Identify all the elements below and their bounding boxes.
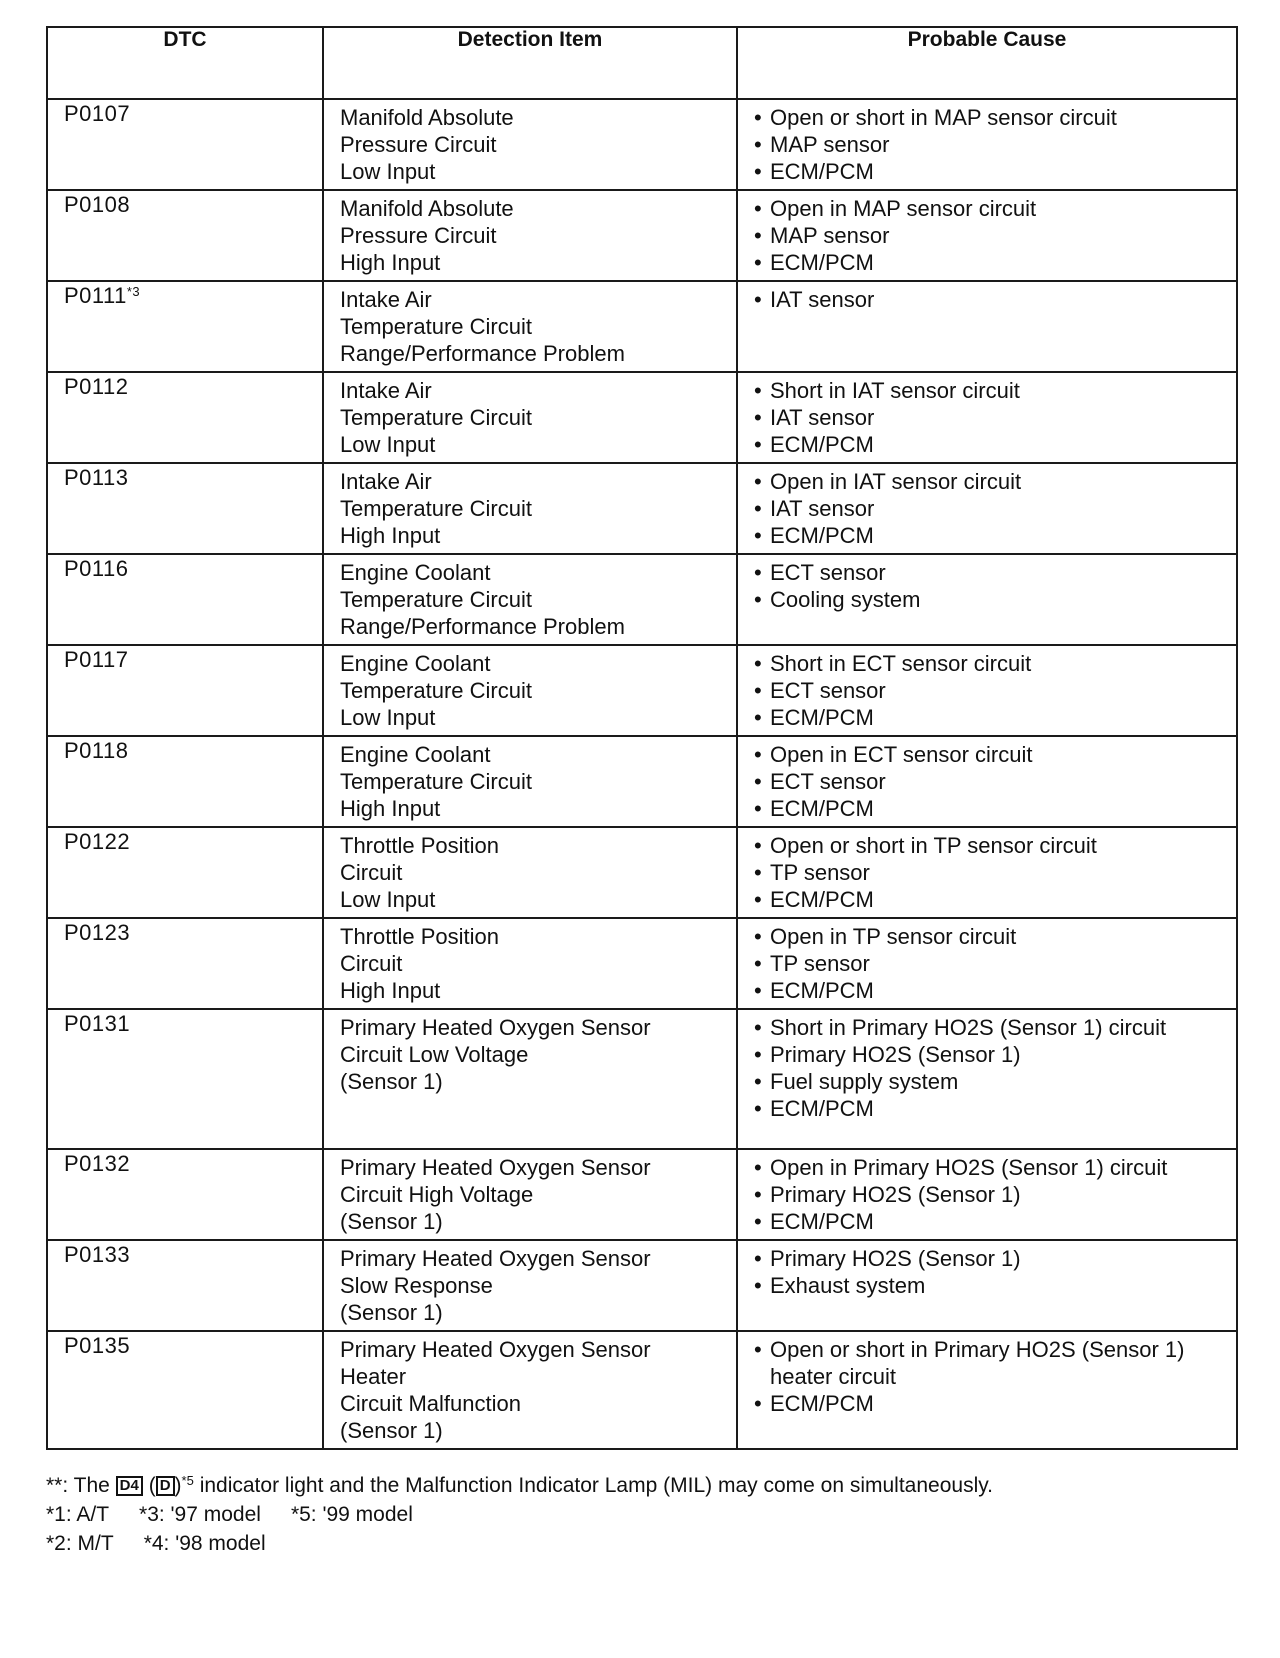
cause-item: • ECM/PCM <box>754 977 1228 1004</box>
detection-line: Throttle Position <box>340 924 499 949</box>
table-header-row <box>47 27 1237 99</box>
dtc-code-cell <box>47 554 323 645</box>
dtc-note-mark: *3 <box>126 284 141 299</box>
detection-line: High Input <box>340 978 441 1003</box>
detection-line: (Sensor 1) <box>340 1209 443 1234</box>
dtc-code: P0118 <box>64 738 129 763</box>
detection-item-cell <box>323 281 737 372</box>
table-row <box>47 372 1237 463</box>
probable-cause-cell <box>737 827 1237 918</box>
cause-item: • MAP sensor <box>754 222 1228 249</box>
footnote-mark: *5 <box>181 1473 194 1488</box>
footnote-line-3 <box>46 1529 1236 1558</box>
dtc-code-cell <box>47 1240 323 1331</box>
detection-line: Circuit Malfunction <box>340 1391 521 1416</box>
cause-item: • Fuel supply system <box>754 1068 1228 1095</box>
cause-item: • Open or short in Primary HO2S (Sensor 1) heater circuit <box>754 1336 1228 1390</box>
detection-line: Pressure Circuit <box>340 223 497 248</box>
cause-item: • ECM/PCM <box>754 795 1228 822</box>
detection-line: Intake Air <box>340 378 432 403</box>
detection-line: Manifold Absolute <box>340 196 514 221</box>
detection-item-cell <box>323 1240 737 1331</box>
paren-open: ( <box>148 1474 156 1497</box>
footnote-prefix: **: The <box>46 1474 110 1497</box>
detection-line: Temperature Circuit <box>340 496 532 521</box>
table-row <box>47 736 1237 827</box>
footnote-text: indicator light and the Malfunction Indicator Lamp (MIL) may come on simultaneously. <box>199 1474 994 1497</box>
header-dtc: DTC <box>47 27 323 99</box>
cause-item: • ECM/PCM <box>754 704 1228 731</box>
detection-item-cell <box>323 827 737 918</box>
detection-line: Temperature Circuit <box>340 769 532 794</box>
cause-item: • IAT sensor <box>754 404 1228 431</box>
dtc-code: P0123 <box>64 920 131 945</box>
dtc-code-cell <box>47 1009 323 1149</box>
probable-cause-cell <box>737 554 1237 645</box>
cause-item: • Open in IAT sensor circuit <box>754 468 1228 495</box>
cause-item: • ECM/PCM <box>754 1208 1228 1235</box>
footnote-main <box>46 1466 1236 1500</box>
table-row <box>47 190 1237 281</box>
cause-item: • ECT sensor <box>754 768 1228 795</box>
detection-line: Engine Coolant <box>340 560 491 585</box>
dtc-code: P0108 <box>64 192 131 217</box>
cause-item: • Open in Primary HO2S (Sensor 1) circuit <box>754 1154 1228 1181</box>
dtc-code: P0116 <box>64 556 129 581</box>
detection-line: Low Input <box>340 159 436 184</box>
dtc-code: P0113 <box>64 465 129 490</box>
detection-line: Circuit <box>340 951 403 976</box>
cause-item: • Primary HO2S (Sensor 1) <box>754 1245 1228 1272</box>
probable-cause-cell <box>737 463 1237 554</box>
dtc-page <box>46 26 1236 1558</box>
detection-line: Primary Heated Oxygen Sensor <box>340 1155 651 1180</box>
detection-line: Primary Heated Oxygen Sensor <box>340 1246 651 1271</box>
detection-line: Circuit High Voltage <box>340 1182 534 1207</box>
footnote-item: *5: '99 model <box>290 1503 413 1526</box>
cause-item: • Short in IAT sensor circuit <box>754 377 1228 404</box>
probable-cause-cell <box>737 1240 1237 1331</box>
probable-cause-cell <box>737 918 1237 1009</box>
detection-line: Circuit <box>340 860 403 885</box>
table-row <box>47 1240 1237 1331</box>
footnote-item: *4: '98 model <box>143 1532 266 1555</box>
cause-item: • ECM/PCM <box>754 1390 1228 1417</box>
cause-item: • IAT sensor <box>754 286 1228 313</box>
detection-item-cell <box>323 1009 737 1149</box>
table-row <box>47 645 1237 736</box>
dtc-code: P0135 <box>64 1333 131 1358</box>
detection-line: High Input <box>340 796 441 821</box>
cause-item: • ECM/PCM <box>754 158 1228 185</box>
cause-item: • Open or short in TP sensor circuit <box>754 832 1228 859</box>
detection-line: Low Input <box>340 705 436 730</box>
table-body <box>47 99 1237 1449</box>
detection-line: Low Input <box>340 887 436 912</box>
footnotes <box>46 1466 1236 1558</box>
probable-cause-cell <box>737 372 1237 463</box>
detection-line: Primary Heated Oxygen Sensor <box>340 1337 651 1362</box>
detection-line: Heater <box>340 1364 407 1389</box>
cause-item: • Open or short in MAP sensor circuit <box>754 104 1228 131</box>
dtc-code-cell <box>47 463 323 554</box>
header-detection-item: Detection Item <box>323 27 737 99</box>
probable-cause-cell <box>737 1331 1237 1449</box>
detection-item-cell <box>323 918 737 1009</box>
cause-item: • ECM/PCM <box>754 886 1228 913</box>
table-row <box>47 1149 1237 1240</box>
detection-line: (Sensor 1) <box>340 1069 443 1094</box>
dtc-code: P0112 <box>64 374 129 399</box>
detection-line: Manifold Absolute <box>340 105 514 130</box>
detection-line: Temperature Circuit <box>340 314 532 339</box>
cause-item: • Short in ECT sensor circuit <box>754 650 1228 677</box>
cause-item: • ECT sensor <box>754 559 1228 586</box>
dtc-code: P0133 <box>64 1242 131 1267</box>
dtc-code: P0131 <box>64 1011 131 1036</box>
probable-cause-cell <box>737 99 1237 190</box>
header-probable-cause: Probable Cause <box>737 27 1237 99</box>
table-row <box>47 1009 1237 1149</box>
probable-cause-cell <box>737 190 1237 281</box>
dtc-code: P0111 <box>64 283 127 308</box>
probable-cause-cell <box>737 645 1237 736</box>
detection-line: Intake Air <box>340 469 432 494</box>
paren-close: ) <box>174 1474 182 1497</box>
detection-item-cell <box>323 1331 737 1449</box>
detection-line: Slow Response <box>340 1273 493 1298</box>
detection-line: (Sensor 1) <box>340 1300 443 1325</box>
cause-item: • Cooling system <box>754 586 1228 613</box>
cause-item: • Open in ECT sensor circuit <box>754 741 1228 768</box>
cause-item: • Open in TP sensor circuit <box>754 923 1228 950</box>
footnote-line-2 <box>46 1500 1236 1529</box>
detection-line: Temperature Circuit <box>340 587 532 612</box>
table-row <box>47 918 1237 1009</box>
dtc-code-cell <box>47 281 323 372</box>
probable-cause-cell <box>737 1009 1237 1149</box>
dtc-code-cell <box>47 372 323 463</box>
detection-line: Intake Air <box>340 287 432 312</box>
cause-item: • ECM/PCM <box>754 522 1228 549</box>
cause-item: • ECT sensor <box>754 677 1228 704</box>
dtc-code: P0117 <box>64 647 129 672</box>
dtc-code-cell <box>47 827 323 918</box>
cause-item: • Open in MAP sensor circuit <box>754 195 1228 222</box>
cause-item: • TP sensor <box>754 950 1228 977</box>
footnote-item: *3: '97 model <box>139 1503 261 1526</box>
detection-line: Range/Performance Problem <box>340 614 625 639</box>
detection-line: Range/Performance Problem <box>340 341 625 366</box>
detection-line: High Input <box>340 523 441 548</box>
cause-item: • Primary HO2S (Sensor 1) <box>754 1181 1228 1208</box>
detection-line: High Input <box>340 250 441 275</box>
detection-line: (Sensor 1) <box>340 1418 443 1443</box>
cause-item: • Short in Primary HO2S (Sensor 1) circuit <box>754 1014 1228 1041</box>
dtc-code-cell <box>47 1331 323 1449</box>
dtc-code-cell <box>47 736 323 827</box>
cause-item: • ECM/PCM <box>754 249 1228 276</box>
table-row <box>47 827 1237 918</box>
probable-cause-cell <box>737 281 1237 372</box>
detection-line: Low Input <box>340 432 436 457</box>
detection-item-cell <box>323 372 737 463</box>
probable-cause-cell <box>737 1149 1237 1240</box>
detection-line: Temperature Circuit <box>340 405 532 430</box>
footnote-item: *1: A/T <box>46 1503 110 1526</box>
d-indicator-icon: D <box>156 1476 175 1496</box>
cause-item: • MAP sensor <box>754 131 1228 158</box>
detection-item-cell <box>323 645 737 736</box>
table-row <box>47 1331 1237 1449</box>
detection-line: Temperature Circuit <box>340 678 532 703</box>
detection-line: Throttle Position <box>340 833 499 858</box>
detection-line: Engine Coolant <box>340 651 491 676</box>
cause-item: • Exhaust system <box>754 1272 1228 1299</box>
dtc-code-cell <box>47 99 323 190</box>
dtc-code-cell <box>47 645 323 736</box>
detection-item-cell <box>323 463 737 554</box>
detection-line: Circuit Low Voltage <box>340 1042 529 1067</box>
cause-item: • IAT sensor <box>754 495 1228 522</box>
probable-cause-cell <box>737 736 1237 827</box>
detection-item-cell <box>323 99 737 190</box>
detection-item-cell <box>323 190 737 281</box>
d4-indicator-icon: D4 <box>116 1476 143 1496</box>
dtc-code: P0132 <box>64 1151 131 1176</box>
dtc-code-cell <box>47 1149 323 1240</box>
cause-item: • TP sensor <box>754 859 1228 886</box>
cause-item: • ECM/PCM <box>754 431 1228 458</box>
detection-item-cell <box>323 554 737 645</box>
table-row <box>47 99 1237 190</box>
footnote-item: *2: M/T <box>46 1532 114 1555</box>
detection-line: Primary Heated Oxygen Sensor <box>340 1015 651 1040</box>
dtc-code: P0107 <box>64 101 131 126</box>
detection-line: Engine Coolant <box>340 742 491 767</box>
cause-item: • ECM/PCM <box>754 1095 1228 1122</box>
detection-item-cell <box>323 736 737 827</box>
dtc-code-cell <box>47 190 323 281</box>
table-row <box>47 463 1237 554</box>
dtc-table <box>46 26 1238 1450</box>
cause-item: • Primary HO2S (Sensor 1) <box>754 1041 1228 1068</box>
detection-item-cell <box>323 1149 737 1240</box>
table-row <box>47 554 1237 645</box>
detection-line: Pressure Circuit <box>340 132 497 157</box>
table-row <box>47 281 1237 372</box>
dtc-code: P0122 <box>64 829 131 854</box>
dtc-code-cell <box>47 918 323 1009</box>
